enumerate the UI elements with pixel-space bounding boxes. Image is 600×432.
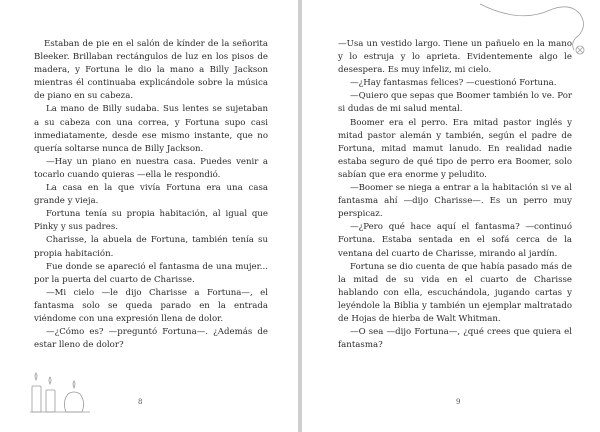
paragraph: —¿Cómo es? —preguntó Fortuna—. ¿Además de estar lleno de dolor? <box>34 327 268 351</box>
paragraph: Fortuna tenía su propia habitación, al igual que Pinky y sus padres. <box>34 209 268 233</box>
paragraph: La casa en la que vivía Fortuna era una casa grande y vieja. <box>34 183 268 207</box>
paragraph: Charisse, la abuela de Fortuna, también tenía su propia habitación. <box>34 235 268 259</box>
paragraph: —Usa un vestido largo. Tiene un pañuelo en la mano y lo estruja y lo aprieta. Evidentemente algo le desespera. Es muy infeliz, mi cielo. <box>338 39 572 76</box>
paragraph: La mano de Billy sudaba. Sus lentes se sujetaban a su cabeza con una correa, y Fortuna supo casi inmediatamente, desde ese mismo instante, que no quería soltarse nunca de Billy Jackson. <box>34 104 268 154</box>
left-page <box>0 0 298 432</box>
paragraph: Estaban de pie en el salón de kínder de la señorita Bleeker. Brillaban rectángulos de luz en los pisos de madera, y Fortuna le dio la mano a Billy Jackson mientras él continuaba explicándole sobre la música de piano en su cabeza. <box>34 39 268 102</box>
paragraph: —¿Hay fantasmas felices? —cuestionó Fortuna. <box>350 78 557 89</box>
right-page <box>302 0 600 432</box>
paragraph: —O sea —dijo Fortuna—, ¿qué crees que quiera el fantasma? <box>338 327 572 351</box>
paragraph: Fue donde se apareció el fantasma de una mujer... por la puerta del cuarto de Charisse. <box>34 261 268 285</box>
paragraph: —¿Pero qué hace aquí el fantasma? —continuó Fortuna. Estaba sentada en el sofá cerca de la ventana del cuarto de Charisse, mirando al jardín. <box>338 222 572 259</box>
right-page-text <box>338 38 572 352</box>
page-number: 9 <box>456 398 461 406</box>
page-number: 8 <box>138 398 143 406</box>
paragraph: Fortuna se dio cuenta de que había pasado más de la mitad de su vida en el cuarto de Charisse hablando con ella, escuchándola, jugando cartas y leyéndole la Biblia y también un ejemplar maltratado de Hojas de hierba de Walt Whitman. <box>338 261 572 324</box>
candles-illustration <box>28 372 98 416</box>
paragraph: —Quiero que sepas que Boomer también lo ve. Por si dudas de mi salud mental. <box>338 91 572 115</box>
paragraph: —Boomer se niega a entrar a la habitación si ve al fantasma ahí —dijo Charisse—. Es un perro muy perspicaz. <box>338 183 572 220</box>
paragraph: —Mi cielo —le dijo Charisse a Fortuna—, el fantasma solo se queda parado en la entrada viéndome con una expresión llena de dolor. <box>34 287 268 324</box>
left-page-text <box>34 38 268 352</box>
paragraph: Boomer era el perro. Era mitad pastor inglés y mitad pastor alemán y también, según el padre de Fortuna, mitad mamut lanudo. En realidad nadie estaba seguro de qué tipo de perro era Boomer, solo sabían que era enorme y peludito. <box>338 117 572 180</box>
paragraph: —Hay un piano en nuestra casa. Puedes venir a tocarlo cuando quieras —ella le respondió. <box>34 156 268 180</box>
